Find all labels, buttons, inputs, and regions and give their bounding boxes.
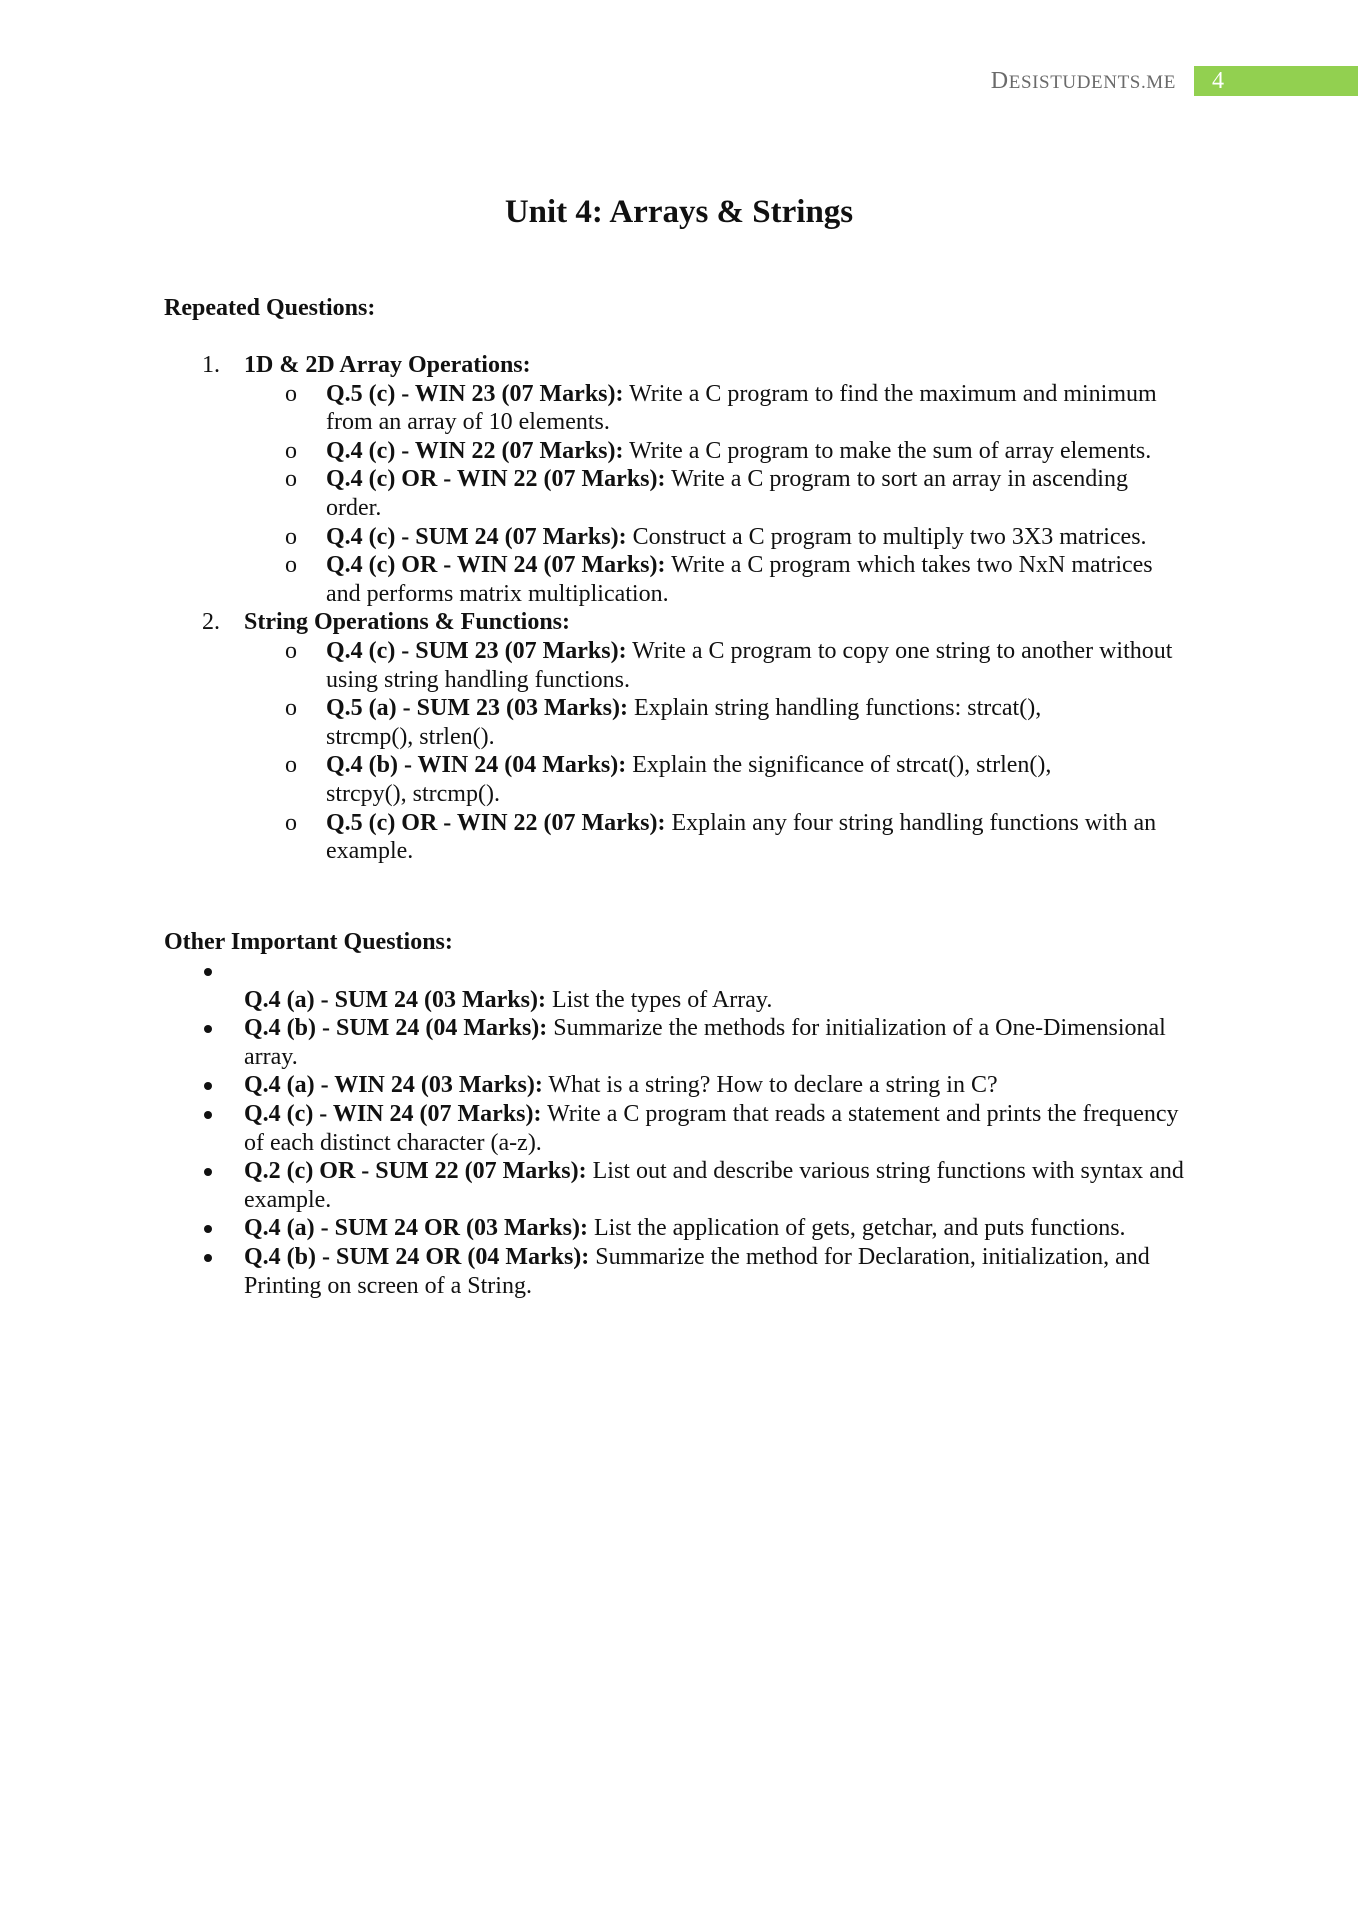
question-code: Q.2 (c) OR - SUM 22 (07 Marks): — [244, 1158, 587, 1185]
section-number: 2. — [202, 609, 220, 636]
site-name-rest: ESISTUDENTS.ME — [1008, 72, 1176, 93]
question-text: Construct a C program to multiply two 3X3 matrices. — [626, 523, 1147, 550]
numbered-section-strings — [0, 608, 1358, 637]
question-text: Summarize the methods for initialization of a One-Dimensional array. — [244, 1015, 1166, 1070]
question-text: Write a C program that reads a statement and prints the frequency of each distinct character (a-z). — [244, 1100, 1179, 1156]
list-item-empty — [0, 957, 1358, 986]
circle-bullet-icon: o — [285, 552, 297, 579]
list-item — [0, 465, 1358, 522]
question-text: Write a C program to find the maximum and minimum from an array of 10 elements. — [326, 380, 1157, 436]
bullet-icon — [204, 1025, 212, 1033]
question-text: Summarize the method for Declaration, initialization, and Printing on screen of a String. — [244, 1243, 1150, 1299]
bullet-icon — [204, 1254, 212, 1262]
list-item — [0, 694, 1358, 751]
list-item — [0, 809, 1358, 866]
question-text: Explain string handling functions: strcat(), strcmp(), strlen(). — [326, 695, 1042, 750]
question-code: Q.4 (c) - WIN 22 (07 Marks): — [326, 437, 624, 464]
bullet-icon — [204, 1111, 212, 1119]
circle-bullet-icon: o — [285, 752, 297, 779]
question-text: Write a C program to sort an array in ascending order. — [326, 466, 1128, 521]
question-text: Write a C program to make the sum of array elements. — [623, 437, 1152, 464]
section-number: 1. — [202, 352, 220, 378]
question-code: Q.4 (a) - SUM 24 (03 Marks): — [244, 986, 546, 1013]
question-code: Q.4 (a) - SUM 24 OR (03 Marks): — [244, 1215, 588, 1242]
question-code: Q.4 (a) - WIN 24 (03 Marks): — [244, 1072, 543, 1099]
section-title: String Operations & Functions: — [244, 609, 571, 636]
section-title: 1D & 2D Array Operations: — [244, 352, 531, 378]
list-item — [0, 523, 1358, 552]
question-text: Write a C program which takes two NxN matrices and performs matrix multiplication. — [326, 552, 1153, 607]
circle-bullet-icon: o — [285, 523, 297, 550]
list-item — [0, 1243, 1358, 1300]
question-code: Q.4 (c) - SUM 23 (07 Marks): — [326, 637, 627, 664]
question-code: Q.4 (c) OR - WIN 24 (07 Marks): — [326, 552, 666, 579]
circle-bullet-icon: o — [285, 637, 297, 664]
list-item — [0, 751, 1358, 808]
question-text: Explain any four string handling functions with an example. — [326, 809, 1157, 865]
question-text: List the types of Array. — [545, 986, 773, 1013]
list-item — [0, 1157, 1358, 1214]
bullet-icon — [204, 1225, 212, 1233]
list-item — [0, 1100, 1358, 1157]
circle-bullet-icon: o — [285, 437, 297, 464]
list-item — [0, 1214, 1358, 1243]
page-title: Unit 4: Arrays & Strings — [504, 194, 854, 230]
question-code: Q.4 (c) - WIN 24 (07 Marks): — [244, 1100, 542, 1127]
bullet-icon — [204, 1168, 212, 1176]
list-item — [0, 551, 1358, 608]
question-code: Q.4 (c) - SUM 24 (07 Marks): — [326, 523, 627, 550]
site-name-initial: D — [990, 68, 1009, 94]
list-item — [0, 437, 1358, 466]
question-code: Q.5 (c) OR - WIN 22 (07 Marks): — [326, 809, 666, 836]
question-text: List out and describe various string functions with syntax and example. — [244, 1158, 1184, 1213]
question-text: List the application of gets, getchar, and puts functions. — [587, 1215, 1126, 1242]
repeated-questions-list — [0, 351, 1358, 866]
numbered-section-arrays — [0, 351, 1358, 380]
question-text: Write a C program to copy one string to another without using string handling functions. — [326, 637, 1173, 693]
circle-bullet-icon: o — [285, 380, 297, 407]
repeated-questions-heading: Repeated Questions: — [164, 295, 376, 321]
question-code: Q.4 (b) - WIN 24 (04 Marks): — [326, 752, 627, 779]
list-item — [0, 1071, 1358, 1100]
question-text: What is a string? How to declare a string in C? — [542, 1072, 998, 1099]
question-code: Q.4 (b) - SUM 24 OR (04 Marks): — [244, 1243, 590, 1270]
circle-bullet-icon: o — [285, 809, 297, 836]
other-questions-heading: Other Important Questions: — [164, 929, 453, 955]
bullet-icon — [204, 968, 212, 976]
question-code: Q.5 (a) - SUM 23 (03 Marks): — [326, 695, 628, 722]
circle-bullet-icon: o — [285, 466, 297, 493]
circle-bullet-icon: o — [285, 695, 297, 722]
list-item — [0, 637, 1358, 694]
question-text: Explain the significance of strcat(), strlen(), strcpy(), strcmp(). — [326, 752, 1052, 807]
bullet-icon — [204, 1082, 212, 1090]
page-number: 4 — [1194, 66, 1358, 96]
site-name — [991, 66, 1194, 96]
list-item — [0, 986, 1358, 1015]
question-code: Q.4 (b) - SUM 24 (04 Marks): — [244, 1015, 548, 1042]
list-item — [0, 380, 1358, 437]
page-header — [991, 66, 1358, 96]
list-item — [0, 1014, 1358, 1071]
question-code: Q.5 (c) - WIN 23 (07 Marks): — [326, 380, 624, 407]
other-questions-list — [0, 957, 1358, 1300]
question-code: Q.4 (c) OR - WIN 22 (07 Marks): — [326, 466, 666, 493]
